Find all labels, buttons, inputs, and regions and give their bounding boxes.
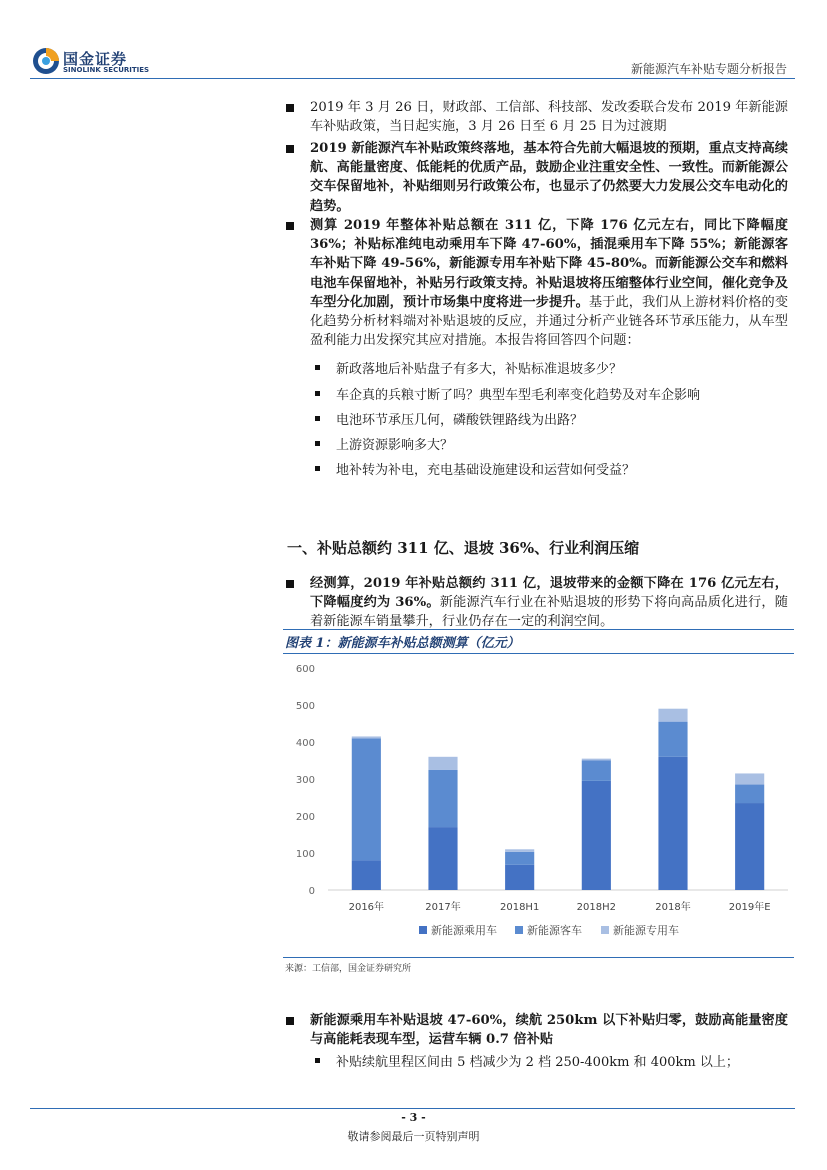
question-item: 地补转为补电，充电基础设施建设和运营如何受益？ bbox=[336, 463, 636, 478]
estimate-normal-text: 基于此，我们从上游材料价格的变化趋势分析材料端对补贴退坡的反应，并通过分析产业链各环节承压能力，从车型盈利能力出发探究其应对措施。本报告将回答四个问题： bbox=[310, 294, 789, 349]
bar-segment bbox=[658, 722, 687, 757]
legend-swatch bbox=[419, 926, 427, 934]
legend-label: 新能源客车 bbox=[527, 924, 582, 937]
x-tick-label: 2018H2 bbox=[576, 902, 617, 913]
range-tier-item: 补贴续航里程区间由 5 档减少为 2 档 250-400km 和 400km 以上； bbox=[336, 1055, 739, 1070]
header-divider bbox=[30, 78, 795, 79]
bullet-marker bbox=[286, 222, 294, 230]
bar-segment bbox=[428, 757, 457, 770]
logo-name: 国金证券 bbox=[63, 50, 128, 68]
sub-bullet-marker bbox=[315, 441, 320, 446]
bullet-marker bbox=[286, 580, 294, 588]
x-tick-label: 2017年 bbox=[425, 902, 461, 913]
report-title: 新能源汽车补贴专题分析报告 bbox=[630, 62, 787, 76]
x-tick-label: 2018H1 bbox=[499, 902, 540, 913]
bar-segment bbox=[352, 860, 381, 890]
bullet-marker bbox=[286, 1017, 294, 1025]
x-tick-label: 2019年E bbox=[728, 902, 771, 913]
sub-bullet-marker bbox=[315, 466, 320, 471]
figure-title-rule bbox=[283, 653, 794, 654]
bullet-marker bbox=[286, 104, 294, 112]
figure-source: 来源：工信部，国金证券研究所 bbox=[285, 964, 412, 974]
legend-swatch bbox=[601, 926, 609, 934]
y-tick-label: 400 bbox=[295, 738, 315, 749]
disclaimer-note: 敬请参阅最后一页特别声明 bbox=[347, 1130, 480, 1143]
x-tick-label: 2018年 bbox=[655, 902, 691, 913]
legend-label: 新能源专用车 bbox=[613, 924, 679, 937]
bar-segment bbox=[505, 865, 534, 890]
source-rule bbox=[283, 957, 794, 958]
question-item: 新政落地后补贴盘子有多大，补贴标准退坡多少？ bbox=[336, 362, 623, 377]
bar-segment bbox=[582, 759, 611, 761]
bullet-passenger-car: 新能源乘用车补贴退坡 47-60%，续航 250km 以下补贴归零，鼓励高能量密度与高能耗表现车型，运营车辆 0.7 倍补贴 bbox=[310, 1013, 788, 1048]
estimate-bold-text: 测算 2019 年整体补贴总额在 311 亿，下降 176 亿元左右，同比下降幅度 36%；补贴标准纯电动乘用车下降 47-60%，插混乘用车下降 55%；新能源客车补贴下降 49-56%，新能源专用车补贴下降 45-80%。而新能源公交车和燃料电池车保留地补，补贴另行政策支持。补贴退坡将压缩整体行业空间，催化竞争及车型分化加剧，预计市场集中度将进一步提升。 bbox=[310, 218, 788, 310]
bullet-total-subsidy bbox=[310, 574, 788, 632]
bar-segment bbox=[658, 709, 687, 722]
legend-swatch bbox=[515, 926, 523, 934]
question-item: 电池环节承压几何，磷酸铁锂路线为出路？ bbox=[336, 413, 584, 428]
sub-bullet-marker bbox=[315, 416, 320, 421]
question-item: 车企真的兵粮寸断了吗？典型车型毛利率变化趋势及对车企影响 bbox=[336, 388, 701, 403]
figure-title: 图表 1：新能源车补贴总额测算（亿元） bbox=[285, 636, 520, 651]
bar-segment bbox=[352, 738, 381, 860]
footer-divider bbox=[30, 1108, 795, 1109]
sub-bullet-marker bbox=[315, 391, 320, 396]
bullet-policy-release: 2019 年 3 月 26 日，财政部、工信部、科技部、发改委联合发布 2019 年新能源车补贴政策，当日起实施，3 月 26 日至 6 月 25 日为过渡期 bbox=[310, 100, 788, 135]
page-number: - 3 - bbox=[401, 1111, 426, 1124]
bar-segment bbox=[582, 781, 611, 890]
section-heading: 一、补贴总额约 311 亿、退坡 36%、行业利润压缩 bbox=[287, 539, 640, 557]
bar-segment bbox=[735, 785, 764, 804]
bar-segment bbox=[735, 803, 764, 890]
total-subsidy-bold-text: 经测算，2019 年补贴总额约 311 亿，退坡带来的金额下降在 176 亿元左右，下降幅度约为 36%。 bbox=[310, 576, 788, 611]
bullet-marker bbox=[286, 145, 294, 153]
x-tick-label: 2016年 bbox=[348, 902, 385, 913]
y-tick-label: 600 bbox=[295, 664, 315, 675]
y-tick-label: 0 bbox=[308, 886, 315, 897]
logo-english: SINOLINK SECURITIES bbox=[63, 66, 150, 74]
bar-segment bbox=[505, 852, 534, 865]
bar-segment bbox=[735, 773, 764, 784]
bar-segment bbox=[582, 761, 611, 781]
y-tick-label: 300 bbox=[295, 775, 315, 786]
bullet-estimate bbox=[310, 216, 788, 350]
bar-segment bbox=[352, 736, 381, 738]
subsidy-stacked-bar-chart bbox=[283, 656, 794, 952]
question-item: 上游资源影响多大？ bbox=[336, 438, 454, 453]
bar-segment bbox=[428, 770, 457, 827]
figure-top-rule bbox=[283, 629, 794, 630]
bar-segment bbox=[428, 827, 457, 890]
sub-bullet-marker bbox=[315, 1058, 320, 1063]
total-subsidy-normal-text: 新能源汽车行业在补贴退坡的形势下将向高品质化进行，随着新能源车销量攀升，行业仍存在一定的利润空间。 bbox=[310, 595, 788, 630]
y-tick-label: 500 bbox=[295, 701, 315, 712]
y-tick-label: 100 bbox=[295, 849, 315, 860]
sub-bullet-marker bbox=[315, 365, 320, 370]
y-tick-label: 200 bbox=[295, 812, 315, 823]
legend-label: 新能源乘用车 bbox=[431, 924, 497, 937]
bar-segment bbox=[658, 757, 687, 890]
bar-segment bbox=[505, 849, 534, 852]
bullet-policy-summary: 2019 新能源汽车补贴政策终落地，基本符合先前大幅退坡的预期，重点支持高续航、高能量密度、低能耗的优质产品，鼓励企业注重安全性、一致性。而新能源公交车保留地补，补贴细则另行政策公布，也显示了仍然要大力发展公交车电动化的趋势。 bbox=[310, 141, 788, 214]
